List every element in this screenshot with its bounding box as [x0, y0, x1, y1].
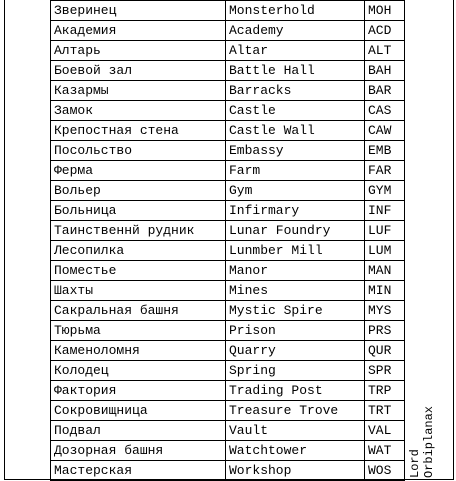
table-row: [51, 41, 405, 61]
building-code-cell: FAR: [365, 161, 405, 181]
building-code-cell: ACD: [365, 21, 405, 41]
table-row: [51, 281, 405, 301]
english-name-cell: Castle Wall: [226, 121, 365, 141]
russian-name-cell: Казармы: [51, 81, 226, 101]
building-code-cell: QUR: [365, 341, 405, 361]
building-code-cell: BAH: [365, 61, 405, 81]
table-row: [51, 21, 405, 41]
english-name-cell: Academy: [226, 21, 365, 41]
english-name-cell: Barracks: [226, 81, 365, 101]
building-code-cell: CAS: [365, 101, 405, 121]
english-name-cell: Monsterhold: [226, 1, 365, 21]
english-name-cell: Vault: [226, 421, 365, 441]
building-code-cell: MIN: [365, 281, 405, 301]
russian-name-cell: Таинственнй рудник: [51, 221, 226, 241]
english-name-cell: Quarry: [226, 341, 365, 361]
english-name-cell: Mines: [226, 281, 365, 301]
table-row: [51, 321, 405, 341]
table-row: [51, 361, 405, 381]
table-row: [51, 141, 405, 161]
english-name-cell: Watchtower: [226, 441, 365, 461]
table-row: [51, 341, 405, 361]
russian-name-cell: Крепостная стена: [51, 121, 226, 141]
english-name-cell: Trading Post: [226, 381, 365, 401]
english-name-cell: Farm: [226, 161, 365, 181]
building-code-cell: VAL: [365, 421, 405, 441]
table-row: [51, 161, 405, 181]
buildings-table: [50, 0, 405, 481]
english-name-cell: Treasure Trove: [226, 401, 365, 421]
russian-name-cell: Поместье: [51, 261, 226, 281]
english-name-cell: Infirmary: [226, 201, 365, 221]
author-signature: Lord Orbiplanax: [408, 405, 436, 478]
building-code-cell: PRS: [365, 321, 405, 341]
english-name-cell: Mystic Spire: [226, 301, 365, 321]
table-row: [51, 61, 405, 81]
english-name-cell: Altar: [226, 41, 365, 61]
building-code-cell: EMB: [365, 141, 405, 161]
english-name-cell: Spring: [226, 361, 365, 381]
building-code-cell: INF: [365, 201, 405, 221]
russian-name-cell: Вольер: [51, 181, 226, 201]
table-row: [51, 261, 405, 281]
table-row: [51, 101, 405, 121]
russian-name-cell: Академия: [51, 21, 226, 41]
table-row: [51, 381, 405, 401]
russian-name-cell: Подвал: [51, 421, 226, 441]
english-name-cell: Gym: [226, 181, 365, 201]
table-row: [51, 401, 405, 421]
russian-name-cell: Дозорная башня: [51, 441, 226, 461]
russian-name-cell: Каменоломня: [51, 341, 226, 361]
building-code-cell: GYM: [365, 181, 405, 201]
russian-name-cell: Мастерская: [51, 461, 226, 481]
english-name-cell: Battle Hall: [226, 61, 365, 81]
table-row: [51, 121, 405, 141]
english-name-cell: Lunar Foundry: [226, 221, 365, 241]
russian-name-cell: Сакральная башня: [51, 301, 226, 321]
building-code-cell: MYS: [365, 301, 405, 321]
russian-name-cell: Ферма: [51, 161, 226, 181]
table-row: [51, 221, 405, 241]
table-row: [51, 201, 405, 221]
table-row: [51, 241, 405, 261]
russian-name-cell: Лесопилка: [51, 241, 226, 261]
russian-name-cell: Посольство: [51, 141, 226, 161]
table-row: [51, 181, 405, 201]
russian-name-cell: Алтарь: [51, 41, 226, 61]
russian-name-cell: Зверинец: [51, 1, 226, 21]
building-code-cell: TRP: [365, 381, 405, 401]
table-row: [51, 421, 405, 441]
russian-name-cell: Замок: [51, 101, 226, 121]
table-row: [51, 81, 405, 101]
russian-name-cell: Шахты: [51, 281, 226, 301]
building-code-cell: MAN: [365, 261, 405, 281]
english-name-cell: Manor: [226, 261, 365, 281]
russian-name-cell: Боевой зал: [51, 61, 226, 81]
building-code-cell: LUF: [365, 221, 405, 241]
russian-name-cell: Колодец: [51, 361, 226, 381]
table-row: [51, 1, 405, 21]
english-name-cell: Lunmber Mill: [226, 241, 365, 261]
english-name-cell: Castle: [226, 101, 365, 121]
building-code-cell: CAW: [365, 121, 405, 141]
building-code-cell: TRT: [365, 401, 405, 421]
building-code-cell: WOS: [365, 461, 405, 481]
building-code-cell: MOH: [365, 1, 405, 21]
english-name-cell: Workshop: [226, 461, 365, 481]
english-name-cell: Prison: [226, 321, 365, 341]
russian-name-cell: Больница: [51, 201, 226, 221]
russian-name-cell: Сокровищница: [51, 401, 226, 421]
table-row: [51, 441, 405, 461]
building-code-cell: SPR: [365, 361, 405, 381]
building-code-cell: LUM: [365, 241, 405, 261]
table-body: [51, 1, 405, 481]
building-code-cell: WAT: [365, 441, 405, 461]
table-row: [51, 461, 405, 481]
russian-name-cell: Фактория: [51, 381, 226, 401]
building-code-cell: BAR: [365, 81, 405, 101]
english-name-cell: Embassy: [226, 141, 365, 161]
russian-name-cell: Тюрьма: [51, 321, 226, 341]
building-code-cell: ALT: [365, 41, 405, 61]
table-row: [51, 301, 405, 321]
